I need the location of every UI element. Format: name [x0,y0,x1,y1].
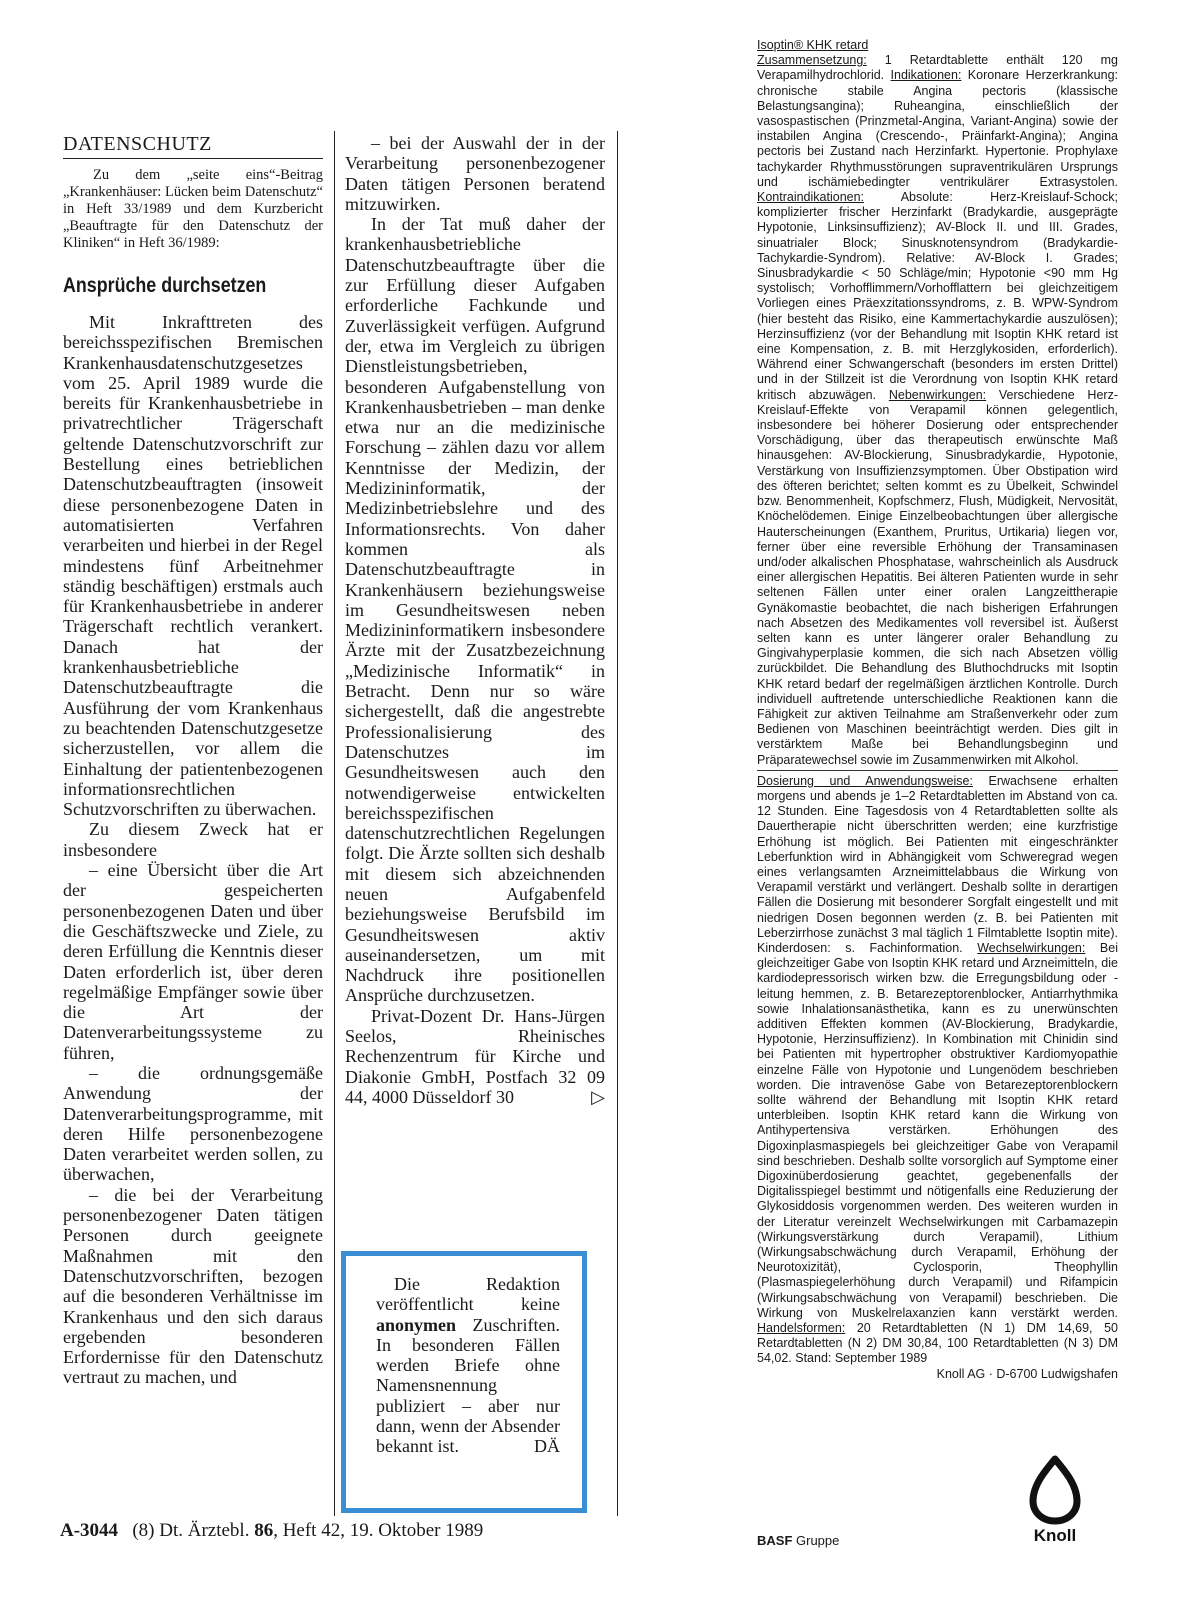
drug-title-text: Isoptin® KHK retard [757,38,869,52]
journal-ref-b: , Heft 42, 19. Oktober 1989 [273,1520,484,1541]
article-list-item: – eine Übersicht über die Art der gespeicherten personenbezogenen Daten und über die Geschäftszwecke und Ziele, zu deren Erfüllung die Kenntnis dieser Daten erforderlich ist, über deren regelmäßige Empfänger sowie über die Art der Datenverarbeitungssysteme zu führen, [63,860,323,1063]
continue-arrow-icon: ▷ [591,1086,605,1107]
heading-interactions: Wechselwirkungen: [977,940,1086,955]
drug-info-column [757,38,1118,1382]
heading-forms: Handelsformen: [757,1321,846,1336]
article-list-item: – die bei der Verarbeitung personenbezogener Daten tätigen Personen durch geeignete Maßnahmen mit den Datenschutzvorschriften, bezogen auf die besonderen Verhältnisse im Krankenhaus und den sich daraus ergebenden besonderen Erfordernisse für den Datenschutz vertraut zu machen, und [63,1184,323,1388]
heading-dosage: Dosierung und Anwendungsweise: [757,773,973,788]
article-author [345,1006,605,1107]
article-intro: Zu dem „seite eins“-Beitrag „Krankenhäuser: Lücken beim Datenschutz“ in Heft 33/1989 und dem Kurzbericht „Beauftragte für den Datenschutz der Kliniken“ in Heft 36/1989: [63,167,323,251]
gruppe-text: Gruppe [792,1533,840,1548]
notice-text-a: Die Redaktion veröffentlicht keine [376,1274,560,1315]
article-column-left [63,133,323,1388]
editorial-notice-box [341,1251,587,1513]
article-list-item: – die ordnungsgemäße Anwendung der Datenverarbeitungsprogramme, mit deren Hilfe personenbezogene Daten verarbeitet werden sollen, zu überwachen, [63,1062,323,1185]
notice-sign: DÄ [534,1436,560,1457]
drug-info-divider [757,770,1118,771]
heading-side-effects: Nebenwirkungen: [888,387,987,402]
text-side-effects: Verschiedene Herz-Kreislauf-Effekte von Verapamil können gelegentlich, insbesondere bei höherer Dosierung oder entsprechender Vorschädigung, über das therapeutisch erwünschte Maß hinausgehen: AV-Blockierung, Sinusbradykardie, Hypotonie, Verstärkung von Insuffizienzsymptomen. Über Obstipation wird des öfteren berichtet; selten kommt es zu Übelkeit, Schwindel bzw. Benommenheit, Kopfschmerz, Flush, Müdigkeit, Nervosität, Knöchelödemen. Einige Einzelbeobachtungen über allergische Hauterscheinungen (Exanthem, Pruritus, Urtikaria) liegen vor, ferner über eine reversible Erhöhung der Transaminasen und/oder alkalischen Phosphatase, wahrscheinlich als Ausdruck einer allergischen Hepatitis. Bei älteren Patienten wurde in sehr seltenen Fällen unter einer oralen Langzeittherapie Gynäkomastie beobachtet, die nach bisherigen Erfahrungen nach Absetzen des Medikamentes voll reversibel ist. Äußerst selten kann es unter längerer oraler Behandlung zu Gingivahyperplasie kommen, die sich nach Absetzen völlig zurückbildet. Die Behandlung des Bluthochdrucks mit Isoptin KHK retard bedarf der regelmäßigen ärztlichen Kontrolle. Durch individuell auftretende unterschiedliche Reaktionen kann die Fähigkeit zur aktiven Teilnahme am Straßenverkehr oder zum Bedienen von Maschinen beeinträchtigt werden. Dies gilt in verstärktem Maße bei Behandlungsbeginn und Präparatewechsel sowie im Zusammenwirken mit Alkohol. [757,387,1118,767]
notice-text-bold: anonymen [376,1314,457,1335]
heading-indications: Indikationen: [890,68,962,83]
article-headline: Ansprüche durchsetzen [63,274,267,297]
text-composition: 1 Retardtablette enthält 120 mg Verapamilhydrochlorid. [757,53,1118,83]
journal-ref-a: (8) Dt. Ärztebl. [132,1520,255,1541]
journal-volume: 86 [254,1520,274,1541]
column-divider [334,131,335,1516]
article-column-middle [345,133,605,1107]
article-list-item: – bei der Auswahl der in der Verarbeitung personenbezogener Daten tätigen Personen beratend mitzuwirken. [345,133,605,214]
heading-composition: Zusammensetzung: [757,53,867,68]
company-address: Knoll AG · D-6700 Ludwigshafen [936,1366,1118,1381]
article-paragraph: Zu diesem Zweck hat er insbesondere [63,819,323,860]
knoll-logo-icon [1025,1455,1085,1545]
drug-info-block [757,53,1118,768]
article-paragraph: Mit Inkrafttreten des bereichsspezifischen Bremischen Krankenhausdatenschutzgesetzes vom 25. April 1989 wurde die bereits für Krankenhausbetriebe in privatrechtlicher Trägerschaft geltende Datenschutzvorschrift zur Bestellung eines betrieblichen Datenschutzbeauftragten (insoweit diese personenbezogene Daten in automatisierten Verfahren verarbeiten und hierbei in der Regel mindestens fünf Arbeitnehmer ständig beschäftigen) erstmals auch für Krankenhausbetriebe in anderer Trägerschaft rechtlich verankert. Danach hat der krankenhausbetriebliche Datenschutzbeauftragte die Ausführung der vom Krankenhaus zu beachtenden Datenschutzgesetze sicherzustellen, vor allem die Einhaltung der patientenbezogenen informationsrechtlichen Schutzvorschriften zu überwachen. [63,312,323,820]
logo-text: Knoll [1033,1526,1077,1545]
column-divider [617,131,618,1516]
drug-info-block [757,774,1118,1367]
text-dosage: Erwachsene erhalten morgens und abends je 1–2 Retardtabletten im Abstand von ca. 12 Stunden. Eine Tagesdosis von 4 Retardtabletten sollte als Dauertherapie nicht überschritten werden; eine kurzfristige Erhöhung ist möglich. Bei Patienten mit eingeschränkter Leberfunktion wird in Abhängigkeit vom Schweregrad wegen eines verlangsamten Arzneimittelabbaus die Wirkung von Verapamil verstärkt und verlängert. Deshalb sollte in derartigen Fällen die Dosierung mit besonderer Sorgfalt eingestellt und mit niedrigen Dosen begonnen werden (z. B. bei Patienten mit Leberzirrhose zunächst 3 mal täglich 1 Filmtablette Isoptin mite). Kinderdosen: s. Fachinformation. [757,773,1119,955]
text-contraindications: Absolute: Herz-Kreislauf-Schock; komplizierter frischer Herzinfarkt (Bradykardie, ausgeprägte Hypotonie, Linksinsuffizienz); AV-Block II. und III. Grades, sinuatrialer Block; Sinusknotensyndrom (Bradykardie-Tachykardie-Syndrom). Relative: AV-Block I. Grades; Sinusbradykardie < 50 Schläge/min; Hypotonie <90 mm Hg systolisch; Vorhofflimmern/Vorhofflattern bei gleichzeitigem Vorliegen eines Präexzitationssyndroms, z. B. WPW-Syndrom (hier besteht das Risiko, eine Kammertachykardie auszulösen); Herzinsuffizienz (vor der Behandlung mit Isoptin KHK retard ist eine Kompensation, z. B. mit Herzglykosiden, erforderlich). Während einer Schwangerschaft (besonders im ersten Drittel) und in der Stillzeit ist die Verordnung von Isoptin KHK retard kritisch abzuwägen. [757,190,1118,402]
heading-contraindications: Kontraindikationen: [757,190,865,205]
section-label: DATENSCHUTZ [63,133,323,159]
article-paragraph: In der Tat muß daher der krankenhausbetriebliche Datenschutzbeauftragte über die zur Erfüllung dieser Aufgaben erforderliche Fachkunde und Zuverlässigkeit verfügen. Aufgrund der, etwa im Vergleich zu übrigen Dienstleistungsbetrieben, besonderen Aufgabenstellung von Krankenhausbetrieben – man denke etwa nur an die medizinische Forschung – zählen dazu vor allem Kenntnisse der Medizin, der Medizininformatik, der Medizinbetriebslehre und des Informationsrechts. Von daher kommen als Datenschutzbeauftragte in Krankenhäusern beziehungsweise im Gesundheitswesen neben Medizininformatikern insbesondere Ärzte mit der Zusatzbezeichnung „Medizinische Informatik“ in Betracht. Denn nur so wäre sichergestellt, daß die angestrebte Professionalisierung des Datenschutzes im Gesundheitswesen auch den notwendigerweise entwickelten bereichsspezifischen datenschutzrechtlichen Regelungen folgt. Die Ärzte sollten sich deshalb mit diesem sich abzeichnenden neuen Aufgabenfeld beziehungsweise Berufsbild im Gesundheitswesen aktiv auseinandersetzen, um mit Nachdruck ihre positionellen Ansprüche durchzusetzen. [345,214,605,1006]
notice-text [376,1274,560,1457]
brand-line [757,1533,839,1548]
page-number: A-3044 [60,1520,119,1541]
author-text: Privat-Dozent Dr. Hans-Jürgen Seelos, Rheinisches Rechenzentrum für Kirche und Diakonie GmbH, Postfach 32 09 44, 4000 Düsseldorf 30 [345,1005,605,1107]
drug-title [757,38,1118,53]
text-indications: Koronare Herzerkrankung: chronische stabile Angina pectoris (klassische Belastungsangina); Ruheangina, einschließlich der vasospastischen (Prinzmetal-Angina, Variant-Angina) sowie der instabilen Angina (Crescendo-, Präinfarkt-Angina); Angina pectoris bei Zustand nach Herzinfarkt. Hypertonie. Prophylaxe tachykarder Rhythmusstörungen supraventrikulären Ursprungs und ischämiebedingter ventrikulärer Extrasystolen. [757,68,1118,189]
text-forms: 20 Retardtabletten (N 1) DM 14,69, 50 Retardtabletten (N 2) DM 30,84, 100 Retardtabletten (N 3) DM 54,02. Stand: September 1989 [757,1321,1118,1366]
text-interactions: Bei gleichzeitiger Gabe von Isoptin KHK retard und Arzneimitteln, die kardiodepressorisch wirken bzw. die Erregungsbildung oder -leitung hemmen, z. B. Betarezeptorenblocker, Antiarrhythmika sowie Inhalationsanästhetika, kann es zu unerwünschten additiven Effekten kommen (AV-Blockierung, Bradykardie, Hypotonie, Herzinsuffizienz). In Kombination mit Chinidin sind bei Patienten mit hypertropher obstruktiver Kardiomyopathie einzelne Fälle von Hypotonie und Lungenödem beschrieben worden. Die intravenöse Gabe von Betarezeptorenblockern sollte während der Behandlung mit Isoptin KHK retard unterbleiben. Isoptin KHK retard kann die Wirkung von Antihypertensiva verstärken. Erhöhungen des Digoxinplasmaspiegels bei gleichzeitiger Gabe von Verapamil sind beschrieben. Deshalb sollte vorsorglich auf Symptome einer Digoxinüberdosierung geachtet, gegebenenfalls der Digitalisspiegel bestimmt und nötigenfalls eine Reduzierung der Glykosiddosis vorgenommen werden. Des weiteren wurden in der Literatur vereinzelt Wechselwirkungen mit Carbamazepin (Wirkungsverstärkung durch Verapamil), Lithium (Wirkungsabschwächung durch Verapamil, Erhöhung der Neurotoxizität), Cyclosporin, Theophyllin (Plasmaspiegelerhöhung durch Verapamil) und Rifampicin (Wirkungsabschwächung von Verapamil) beschrieben. Die Wirkung von Muskelrelaxanzien kann verstärkt werden. [757,940,1118,1320]
notice-text-b: Zuschriften. In besonderen Fällen werden Briefe ohne Namensnennung publiziert – aber nur dann, wenn der Absender bekannt ist. [376,1314,560,1457]
basf-text: BASF [757,1533,793,1548]
page-footer [60,1520,483,1542]
